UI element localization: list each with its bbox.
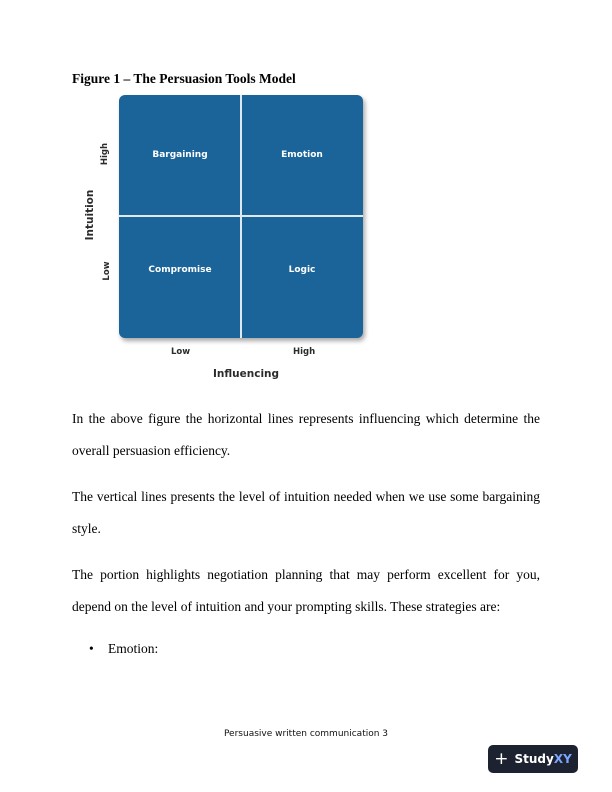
persuasion-matrix	[119, 95, 363, 338]
figure-caption: Figure 1 – The Persuasion Tools Model	[72, 71, 296, 86]
brand-name: StudyXY	[514, 752, 572, 766]
quadrant-bargaining: Bargaining	[152, 150, 208, 160]
vertical-divider	[240, 95, 242, 338]
plus-icon: +	[494, 748, 509, 769]
quadrant-logic: Logic	[288, 265, 316, 275]
paragraph-strategies: The portion highlights negotiation planning that may perform excellent for you, depend on the level of intuition and your prompting skills. These strategies are:	[72, 567, 540, 614]
quadrant-emotion: Emotion	[281, 150, 323, 160]
paragraph-intuition: The vertical lines presents the level of intuition needed when we use some bargaining style.	[72, 489, 540, 536]
bullet-marker: •	[89, 641, 94, 656]
bullet-emotion: Emotion:	[108, 641, 159, 656]
y-axis-title: Intuition	[84, 189, 96, 241]
quadrant-compromise: Compromise	[148, 265, 212, 275]
horizontal-divider	[119, 215, 363, 217]
x-axis-title: Influencing	[213, 368, 280, 380]
y-axis-high-label: High	[100, 142, 110, 166]
page-footer: Persuasive written communication 3	[223, 729, 389, 739]
paragraph-influencing: In the above figure the horizontal lines represents influencing which determine the overall persuasion efficiency.	[72, 411, 540, 458]
x-axis-low-label: Low	[171, 347, 191, 357]
x-axis-high-label: High	[293, 347, 316, 357]
studyxy-badge[interactable]	[488, 745, 578, 773]
y-axis-low-label: Low	[102, 261, 112, 281]
